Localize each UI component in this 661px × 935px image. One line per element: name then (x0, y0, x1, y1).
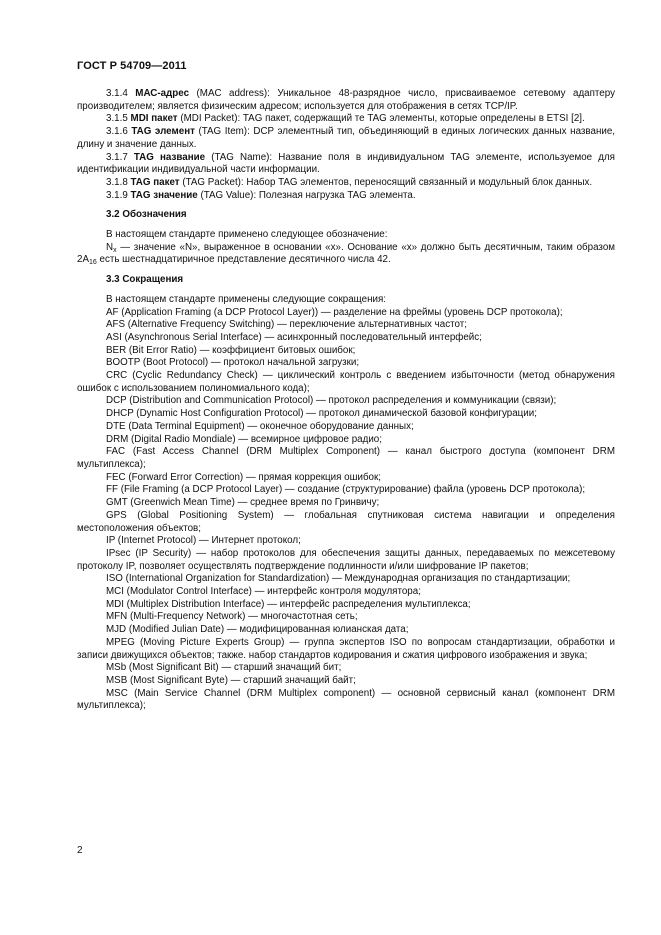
abbreviation-item: FEC (Forward Error Correction) — прямая коррекция ошибок; (106, 471, 382, 483)
nx-base: N (106, 241, 114, 253)
designations-intro: В настоящем стандарте применено следующее обозначение: (106, 229, 388, 241)
abbreviation-item: MFN (Multi-Frequency Network) — многочастотная сеть; (106, 611, 358, 623)
definitions-list (77, 88, 615, 202)
abbreviation-item: AFS (Alternative Frequency Switching) — переключение альтернативных частот; (106, 319, 467, 331)
definition-term: TAG название (133, 151, 206, 163)
definition-text: (TAG Value): Полезная нагрузка TAG элемента. (197, 189, 416, 201)
definition-term: МАС-адрес (135, 88, 190, 99)
definition-number: 3.1.7 (106, 151, 128, 163)
abbreviation-item: BOOTP (Boot Protocol) — протокол начальной загрузки; (106, 357, 360, 369)
definition-text: (TAG Packet): Набор TAG элементов, переносящий связанный и модульный блок данных. (179, 176, 593, 188)
definition-number: 3.1.4 (106, 88, 128, 99)
page-body (77, 88, 615, 713)
definition-item (77, 113, 615, 126)
section-title-designations: 3.2 Обозначения (106, 209, 187, 221)
definition-number: 3.1.6 (106, 126, 128, 138)
definition-term: TAG пакет (130, 176, 180, 188)
definition-term: TAG значение (130, 189, 198, 201)
definition-item (77, 190, 615, 203)
abbreviation-item: ISO (International Organization for Standardization) — Международная организация по стандартизации; (106, 573, 571, 585)
definition-number: 3.1.9 (106, 189, 128, 201)
abbreviation-item: FAC (Fast Access Channel (DRM Multiplex Component) — канал быстрого доступа (компонент DRM мультиплекса); (77, 446, 615, 470)
abbreviation-item: MPEG (Moving Picture Experts Group) — группа экспертов ISO по вопросам стандартизации, обработки и записи движущихся объектов; также. набор стандартов кодирования и сжатия цифрового изображения и звука; (77, 636, 615, 661)
abbreviation-item: FF (File Framing (a DCP Protocol Layer) — создание (структурирование) файла (уровень DCP протокола); (106, 484, 586, 496)
definition-text: (TAG Name): Название поля в индивидуальном TAG элементе, используемое для идентификации индивидуальной части информации. (77, 151, 615, 176)
abbreviation-item: AF (Application Framing (a DCP Protocol Layer)) — разделение на фреймы (уровень DCP протокола); (106, 306, 563, 318)
definition-term: MDI пакет (130, 113, 178, 125)
abbreviation-item: MSC (Main Service Channel (DRM Multiplex component) — основной сервисный канал (компонент DRM мультиплекса); (77, 687, 615, 712)
definition-item (77, 126, 615, 151)
abbreviation-item: DTE (Data Terminal Equipment) — оконечное оборудование данных; (106, 420, 414, 432)
abbreviation-item: MJD (Modified Julian Date) — модифицированная юлианская дата; (106, 624, 409, 636)
abbreviation-item: ASI (Asynchronous Serial Interface) — асинхронный последовательный интерфейс; (106, 331, 482, 343)
designation-nx (77, 242, 615, 267)
abbreviation-item: GMT (Greenwich Mean Time) — среднее время по Гринвичу; (106, 497, 380, 509)
section-title-abbreviations: 3.3 Сокращения (106, 274, 184, 286)
abbreviation-item: CRC (Cyclic Redundancy Check) — циклический контроль с введением избыточности (метод обнаружения ошибок с использованием полиномиального кода); (77, 370, 615, 394)
abbreviation-item: DHCP (Dynamic Host Configuration Protocol) — протокол динамической базовой конфигурации; (106, 408, 537, 420)
nx-text-1: — значение «N», выраженное в основании «х». Основание «х» должно быть десятичным, таким образом 2A (77, 241, 615, 266)
abbreviation-item: GPS (Global Positioning System) — глобальная спутниковая система навигации и определения местоположения объектов; (77, 509, 615, 534)
definition-item (77, 177, 615, 190)
definition-text: (TAG Item): DCP элементный тип, объединяющий в единых логических данных название, длину и значение данных. (77, 126, 615, 150)
abbreviations-intro: В настоящем стандарте применены следующие сокращения: (106, 293, 386, 305)
abbreviation-item: BER (Bit Error Ratio) — коэффициент битовых ошибок; (106, 344, 356, 356)
definition-term: TAG элемент (131, 126, 195, 138)
abbreviation-item: MDI (Multiplex Distribution Interface) — интерфейс распределения мультиплекса; (106, 598, 471, 610)
abbreviation-item: DCP (Distribution and Communication Protocol) — протокол распределения и коммуникации (связи); (106, 395, 557, 407)
abbreviation-item: MSB (Most Significant Byte) — старший значащий байт; (106, 674, 356, 686)
definition-text: (MDI Packet): TAG пакет, содержащий те TAG элементы, которые определены в ETSI [2]. (177, 113, 585, 125)
abbreviation-item: MSb (Most Significant Bit) — старший значащий бит; (106, 662, 342, 674)
definition-item (77, 88, 615, 113)
page-number: 2 (77, 845, 83, 856)
nx-subscript: x (113, 246, 117, 254)
nx-subscript-16: 16 (88, 259, 97, 267)
abbreviation-item: IP (Internet Protocol) — Интернет протокол; (106, 535, 301, 547)
definition-text: (MAC address): Уникальное 48-разрядное число, присваиваемое сетевому адаптеру производителем; является физическим адресом; используется для отображения в сетях TCP/IP. (77, 88, 615, 112)
abbreviation-item: DRM (Digital Radio Mondiale) — всемирное цифровое радио; (106, 433, 382, 445)
document-header: ГОСТ Р 54709—2011 (77, 60, 187, 72)
definition-number: 3.1.8 (106, 176, 128, 188)
nx-text-2: есть шестнадцатиричное представление десятичного числа 42. (96, 254, 391, 266)
abbreviation-item: IPsec (IP Security) — набор протоколов для обеспечения защиты данных, передаваемых по межсетевому протоколу IP, позволяет осуществлять подтверждение подлинности и/или шифрование IP пакетов; (77, 547, 615, 572)
abbreviation-item: MCI (Modulator Control Interface) — интерфейс контроля модулятора; (106, 586, 421, 598)
abbreviations-list (77, 307, 615, 714)
definition-number: 3.1.5 (106, 113, 128, 125)
definition-item (77, 152, 615, 177)
